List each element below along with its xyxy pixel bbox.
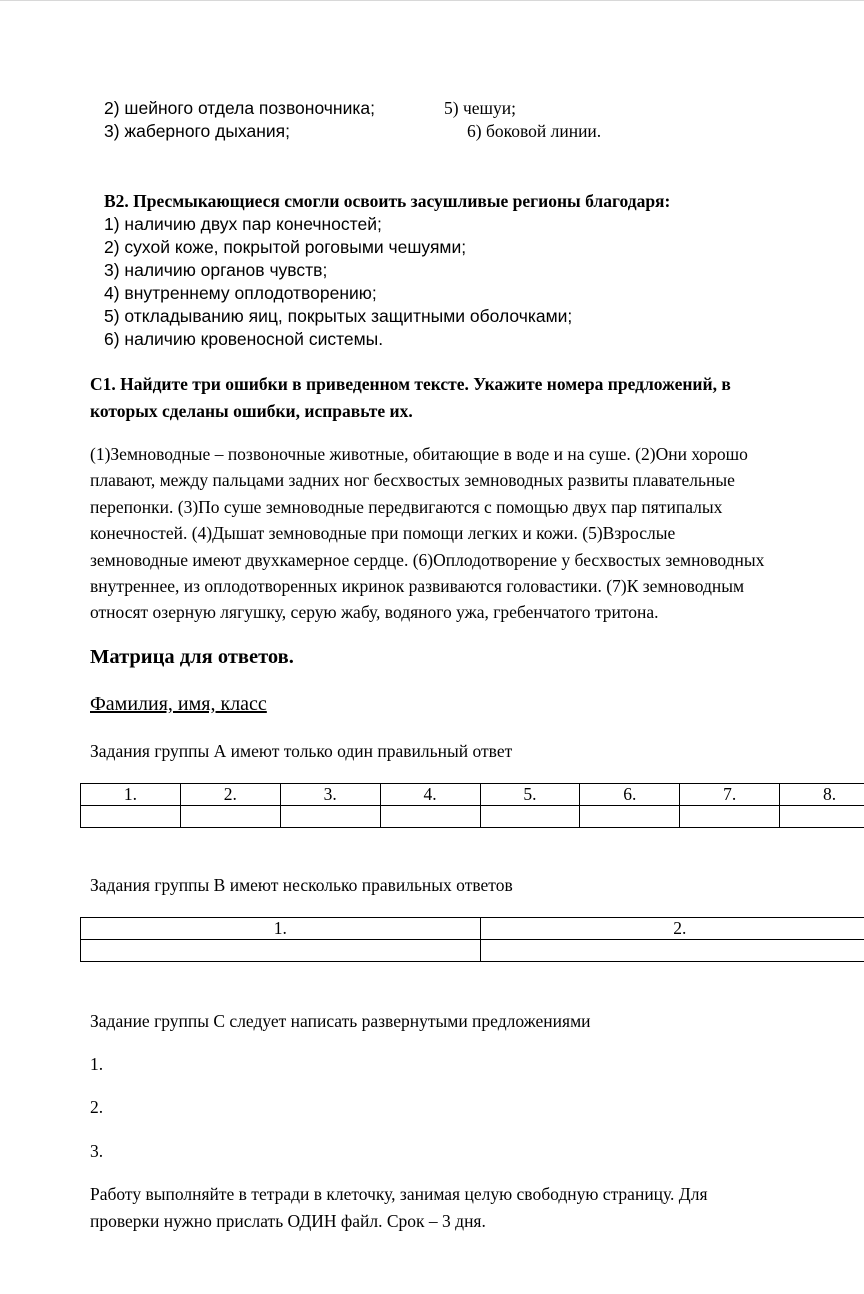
group-a-header-cell: 4. bbox=[380, 784, 480, 806]
answer-cell bbox=[680, 806, 780, 828]
answer-cell bbox=[480, 806, 580, 828]
b2-question-title: B2. Пресмыкающиеся смогли освоить засушливые регионы благодаря: bbox=[104, 191, 671, 211]
group-b-answer-table bbox=[80, 917, 864, 962]
c1-text-line: земноводные имеют двухкамерное сердце. (6)Оплодотворение у бесхвостых земноводных bbox=[90, 549, 765, 570]
group-b-header-cell: 1. bbox=[81, 918, 481, 940]
answer-cell bbox=[480, 940, 864, 962]
group-a-header-cell: 7. bbox=[680, 784, 780, 806]
table-header-row bbox=[81, 918, 864, 940]
b1-option-5: 5) чешуи; bbox=[444, 98, 516, 118]
table-answer-row bbox=[81, 940, 864, 962]
group-a-header-cell: 3. bbox=[280, 784, 380, 806]
group-a-answer-table bbox=[80, 783, 864, 828]
page-top-border bbox=[0, 0, 864, 1]
answer-cell bbox=[81, 940, 481, 962]
c1-text-line: перепонки. (3)По суше земноводные передвигаются с помощью двух пар пятипалых bbox=[90, 496, 723, 517]
b2-option-4: 4) внутреннему оплодотворению; bbox=[104, 283, 377, 303]
b2-option-6: 6) наличию кровеносной системы. bbox=[104, 329, 384, 349]
group-c-item-3: 3. bbox=[90, 1141, 104, 1161]
c1-text-line: плавают, между пальцами задних ног бесхвостых земноводных развиты плавательные bbox=[90, 470, 735, 491]
instructions-line: проверки нужно прислать ОДИН файл. Срок – 3 дня. bbox=[90, 1211, 486, 1231]
b2-option-3: 3) наличию органов чувств; bbox=[104, 260, 328, 280]
group-a-header-cell: 6. bbox=[580, 784, 680, 806]
b2-option-1: 1) наличию двух пар конечностей; bbox=[104, 214, 382, 234]
answer-cell bbox=[780, 806, 864, 828]
answer-cell bbox=[81, 806, 181, 828]
group-b-header-cell: 2. bbox=[480, 918, 864, 940]
answer-cell bbox=[580, 806, 680, 828]
name-class-line: Фамилия, имя, класс bbox=[90, 693, 267, 715]
c1-question bbox=[90, 371, 850, 425]
answer-cell bbox=[180, 806, 280, 828]
table-header-row bbox=[81, 784, 864, 806]
c1-text-line: внутреннее, из оплодотворенных икринок развиваются головастики. (7)К земноводным bbox=[90, 576, 745, 597]
b1-option-2: 2) шейного отдела позвоночника; bbox=[104, 98, 375, 118]
answer-cell bbox=[280, 806, 380, 828]
c1-question-line: С1. Найдите три ошибки в приведенном тексте. Укажите номера предложений, в bbox=[90, 374, 731, 394]
group-c-item-1: 1. bbox=[90, 1054, 104, 1074]
c1-text-line: конечностей. (4)Дышат земноводные при помощи легких и кожи. (5)Взрослые bbox=[90, 523, 676, 544]
b1-option-6: 6) боковой линии. bbox=[467, 121, 602, 141]
matrix-title: Матрица для ответов. bbox=[90, 646, 294, 668]
group-c-item-2: 2. bbox=[90, 1097, 104, 1117]
group-b-label: Задания группы В имеют несколько правильных ответов bbox=[90, 875, 513, 895]
instructions-line: Работу выполняйте в тетради в клеточку, занимая целую свободную страницу. Для bbox=[90, 1184, 708, 1204]
b1-option-3: 3) жаберного дыхания; bbox=[104, 121, 290, 141]
c1-question-line: которых сделаны ошибки, исправьте их. bbox=[90, 401, 413, 421]
b2-option-5: 5) откладыванию яиц, покрытых защитными оболочками; bbox=[104, 306, 573, 326]
instructions bbox=[90, 1181, 860, 1235]
group-a-header-cell: 2. bbox=[180, 784, 280, 806]
c1-text bbox=[90, 441, 860, 626]
c1-text-line: (1)Земноводные – позвоночные животные, обитающие в воде и на суше. (2)Они хорошо bbox=[90, 444, 748, 464]
table-answer-row bbox=[81, 806, 864, 828]
c1-text-line: относят озерную лягушку, серую жабу, водяного ужа, гребенчатого тритона. bbox=[90, 602, 659, 623]
group-a-header-cell: 1. bbox=[81, 784, 181, 806]
answer-cell bbox=[380, 806, 480, 828]
b2-option-2: 2) сухой коже, покрытой роговыми чешуями; bbox=[104, 237, 467, 257]
group-a-header-cell: 8. bbox=[780, 784, 864, 806]
group-a-header-cell: 5. bbox=[480, 784, 580, 806]
group-a-label: Задания группы А имеют только один правильный ответ bbox=[90, 741, 513, 761]
group-c-label: Задание группы С следует написать развернутыми предложениями bbox=[90, 1011, 591, 1031]
